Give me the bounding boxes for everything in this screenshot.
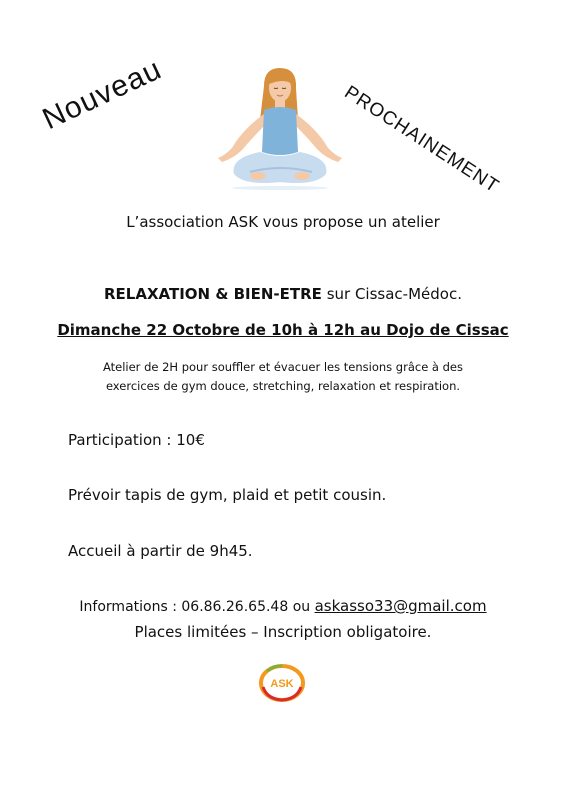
event-description-line-1: Atelier de 2H pour souffler et évacuer les tensions grâce à des <box>102 360 464 374</box>
event-title-location: sur Cissac-Médoc. <box>321 285 462 303</box>
meditating-woman-icon <box>214 68 346 192</box>
event-title-strong: RELAXATION & BIEN-ETRE <box>104 285 322 303</box>
badge-prochainement: PROCHAINEMENT <box>340 82 503 198</box>
items-to-bring: Prévoir tapis de gym, plaid et petit cousin. <box>68 486 387 504</box>
contact-email-link[interactable]: askasso33@gmail.com <box>314 597 487 615</box>
event-title <box>0 285 566 303</box>
ask-logo-letters: ASK <box>270 678 294 690</box>
event-description-line-2: exercices de gym douce, stretching, relaxation et respiration. <box>105 379 461 393</box>
registration-notice: Places limitées – Inscription obligatoire. <box>134 623 432 641</box>
badge-nouveau: Nouveau <box>37 52 167 137</box>
contact-phone: Informations : 06.86.26.65.48 ou <box>79 599 315 615</box>
event-date: Dimanche 22 Octobre de 10h à 12h au Dojo de Cissac <box>57 321 509 339</box>
participation-price: Participation : 10€ <box>68 431 205 449</box>
welcome-time: Accueil à partir de 9h45. <box>68 542 253 560</box>
ask-logo <box>257 663 307 703</box>
contact-info <box>0 597 566 615</box>
intro-text: L’association ASK vous propose un atelier <box>126 213 440 231</box>
